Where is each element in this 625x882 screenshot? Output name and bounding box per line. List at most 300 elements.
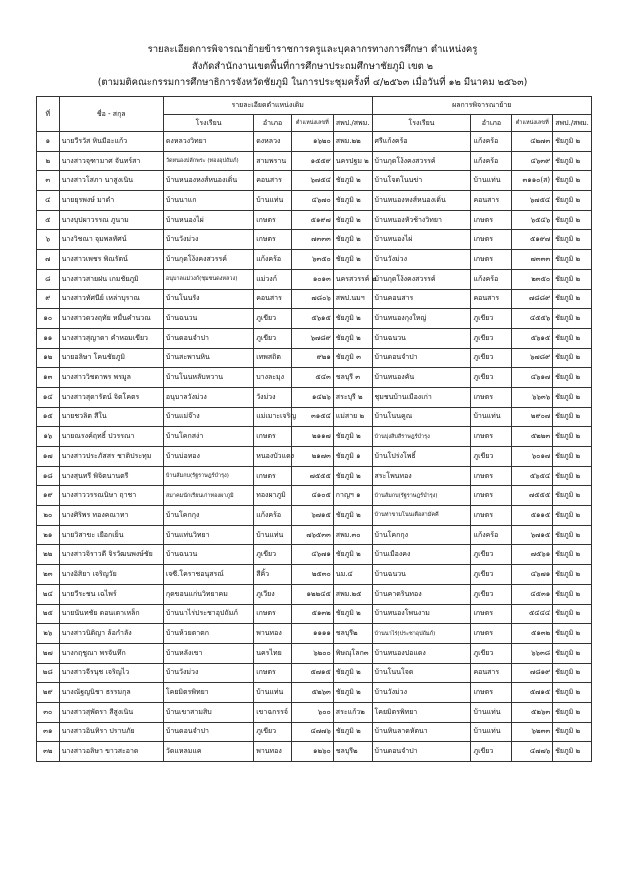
new-office: ชัยภูมิ ๒ [553,683,592,703]
new-district: บ้านแท่น [471,407,512,427]
row-number: ๓๑ [37,722,60,742]
teacher-name: นายวีรวัส หินมีอะแก้ว [59,132,163,152]
teacher-name: นางสาวอินทิรา ปราบภัย [59,722,163,742]
document-title: รายละเอียดการพิจารณาย้ายข้าราชการครูและบุคลากรทางการศึกษา ตำแหน่งครู [147,44,478,55]
table-row [37,328,592,348]
new-district: ภูเขียว [471,742,512,762]
original-office: ชัยภูมิ ๒ [333,663,372,683]
new-district: คอนสาร [471,289,512,309]
row-number: ๗ [37,250,60,270]
table-row [37,348,592,368]
new-district: เกษตร [471,427,512,447]
new-office: ชัยภูมิ ๒ [553,565,592,585]
original-school: วัดหนองปลักพระ (ทองอุปถัมภ์) [163,151,253,171]
new-office: ชัยภูมิ ๒ [553,722,592,742]
original-office: สระแก้ว๒ [333,702,372,722]
new-position-no: ๗๕๕๕ [512,486,553,506]
original-position-no: ๗๖๕๓๓ [291,525,333,545]
new-office: ชัยภูมิ ๒ [553,545,592,565]
original-school: บ้านส้มกบ(รัฐราษฎร์บำรุง) [163,466,253,486]
new-office: ชัยภูมิ ๒ [553,210,592,230]
new-office: ชัยภูมิ ๒ [553,584,592,604]
new-district: ภูเขียว [471,565,512,585]
new-school: โคยมิตรพิทยา [372,702,471,722]
teacher-name: นางสาวโสภา นาสูงเนิน [59,171,163,191]
original-district: สามพราน [254,151,292,171]
new-district: ภูเขียว [471,368,512,388]
row-number: ๒๑ [37,525,60,545]
new-office: ชัยภูมิ ๒ [553,427,592,447]
original-position-no: ๔๖๗๐ [291,191,333,211]
original-position-no: ๑๒๖๐ [291,742,333,762]
new-school: บ้านนาไร่(ประชาอุปถัมภ์) [372,624,471,644]
new-position-no: ๔๖๑๗ [512,368,553,388]
new-office: ชัยภูมิ ๒ [553,447,592,467]
original-school: บ้านดอนจำปา [163,328,253,348]
new-school: บ้านฉนวน [372,565,471,585]
new-office: ชัยภูมิ ๒ [553,269,592,289]
new-district: บ้านแท่น [471,702,512,722]
teacher-name: นายณรงค์ฤทธิ์ ปวรรณา [59,427,163,447]
row-number: ๒ [37,151,60,171]
original-school: บ้านห้วยตาตก [163,624,253,644]
table-row [37,191,592,211]
new-office: ชัยภูมิ ๒ [553,387,592,407]
new-district: ภูเขียว [471,348,512,368]
table-row [37,210,592,230]
original-district: เกษตร [254,427,292,447]
col-group-result: ผลการพิจารณาย้าย [372,97,591,115]
teacher-name: นายยุรพงษ์ มาดำ [59,191,163,211]
row-number: ๑ [37,132,60,152]
header-row-top [37,97,592,115]
original-office: สพป.นมฯ [333,289,372,309]
new-position-no: ๔๒๗๓ [512,132,553,152]
new-position-no: ๗๘๘๙ [512,289,553,309]
original-position-no: ๒๑๑๗ [291,427,333,447]
table-row [37,309,592,329]
teacher-name: นางวิชณา จุมพลทัศน์ [59,230,163,250]
row-number: ๑๐ [37,309,60,329]
new-district: เกษตร [471,486,512,506]
new-school: ชุมชนบ้านเมืองเก่า [372,387,471,407]
original-position-no: ๗๕๕๕ [291,466,333,486]
new-district: เกษตร [471,624,512,644]
new-position-no: ๕๒๖๓ [512,702,553,722]
new-district: ภูเขียว [471,545,512,565]
original-school: บ้านกุดโง้งคงสวรรค์ [163,250,253,270]
new-district: เกษตร [471,210,512,230]
original-office: ชัยภูมิ ๒ [333,309,372,329]
row-number: ๙ [37,289,60,309]
new-office: ชัยภูมิ ๒ [553,289,592,309]
original-district: บ้านแท่น [254,525,292,545]
new-district: บ้านแท่น [471,722,512,742]
original-school: บ้านดอนจำปา [163,722,253,742]
original-school: อนุบาลแม่วงก์(ชุมชนดงหลวง) [163,269,253,289]
new-office: ชัยภูมิ ๒ [553,525,592,545]
new-school: บ้านวังม่วง [372,250,471,270]
original-office: ชัยภูมิ ๒ [333,466,372,486]
transfer-table [36,96,592,762]
original-school: บ้านฉนวน [163,545,253,565]
original-office: นม.๔ [333,565,372,585]
new-office: ชัยภูมิ ๒ [553,328,592,348]
original-office: แม่สาย ๒ [333,407,372,427]
table-row [37,269,592,289]
table-row [37,545,592,565]
original-school: บ้านฉนวน [163,309,253,329]
new-office: ชัยภูมิ ๒ [553,742,592,762]
new-school: บ้านดอนจำปา [372,348,471,368]
original-office: กาญฯ ๑ [333,486,372,506]
original-district: แม่เมาะเจริญ [254,407,292,427]
new-school: สระโพนทอง [372,466,471,486]
original-office: ชัยภูมิ ๒ [333,210,372,230]
new-position-no: ๖๒๓๓ [512,722,553,742]
table-row [37,368,592,388]
teacher-name: นางณัฐญนิชา ธรรมกุล [59,683,163,703]
row-number: ๑๑ [37,328,60,348]
new-office: ชัยภูมิ ๒ [553,702,592,722]
original-school: เจซี.โคราชอนุสรณ์ [163,565,253,585]
new-office: ชัยภูมิ ๒ [553,643,592,663]
row-number: ๑๒ [37,348,60,368]
teacher-name: นางสาวจีรนุช เจริญไว [59,663,163,683]
original-school: บ้านวังม่วง [163,663,253,683]
original-school: บ้านหนองไผ่ [163,210,253,230]
new-office: ชัยภูมิ ๒ [553,171,592,191]
teacher-name: นายอลิษา โคนชัยภูมิ [59,348,163,368]
new-district: เกษตร [471,230,512,250]
original-position-no: ๕๑๓๒ [291,604,333,624]
original-position-no: ๕๗๑๕ [291,663,333,683]
new-office: ชัยภูมิ ๒ [553,506,592,526]
row-number: ๒๓ [37,565,60,585]
new-school: ศรีแก้งคร้อ [372,132,471,152]
teacher-name: นางสาวจุฑามาศ จันทร์สา [59,151,163,171]
new-district: แก้งคร้อ [471,132,512,152]
teacher-name: นายชวลิต สีใน [59,407,163,427]
new-position-no: ๔๕๓๑ [512,584,553,604]
new-position-no: ๖๖๓๖ [512,387,553,407]
original-district: คอนสาร [254,171,292,191]
new-district: เกษตร [471,387,512,407]
new-school: บ้านโนนโจด [372,663,471,683]
new-office: ชัยภูมิ ๒ [553,132,592,152]
teacher-name: นางสาวสายฝน เกมชัยภูมิ [59,269,163,289]
col-orig-district: อำเภอ [254,115,292,132]
teacher-name: นางกฤชูณา พรจันทึก [59,643,163,663]
original-position-no: ๑๐๑๓ [291,269,333,289]
original-position-no: ๖๓๕๐ [291,250,333,270]
original-district: หนองบัวแดง [254,447,292,467]
new-office: ชัยภูมิ ๒ [553,151,592,171]
new-position-no: ๕๑๑๕ [512,506,553,526]
original-office: ชัยภูมิ ๒ [333,545,372,565]
original-position-no: ๖๗๘๙ [291,328,333,348]
new-position-no: ๖๐๑๗ [512,447,553,467]
original-district: แก้งคร้อ [254,250,292,270]
new-position-no: ๓๑๑๐(ส) [512,171,553,191]
new-district: ภูเขียว [471,643,512,663]
original-district: เกษตร [254,466,292,486]
original-school: บ้านบ่อทอง [163,447,253,467]
new-office: ชัยภูมิ ๒ [553,309,592,329]
original-district: แก้งคร้อ [254,506,292,526]
original-position-no: ๑๖๒๐ [291,132,333,152]
teacher-name: นางสาววรรณนิษา ฤาชา [59,486,163,506]
original-district: ภูเขียว [254,328,292,348]
document-meeting-note: (ตามมติคณะกรรมการศึกษาธิการจังหวัดชัยภูมิ ในการประชุมครั้งที่ ๔/๒๕๖๓ เมื่อวันที่ ๑๒ มีนาคม ๒๕๖๓) [97,77,528,88]
new-position-no: ๔๗๗๖ [512,742,553,762]
new-school: บ้านหนองปอแดง [372,643,471,663]
original-office: ชลบุรี๒ [333,742,372,762]
table-row [37,742,592,762]
new-school: บ้านโนนคูณ [372,407,471,427]
original-office: สพม.๓๐ [333,525,372,545]
row-number: ๑๘ [37,466,60,486]
original-office: ชัยภูมิ ๒ [333,230,372,250]
new-position-no: ๔๖๗๑ [512,565,553,585]
row-number: ๓ [37,171,60,191]
new-district: ภูเขียว [471,309,512,329]
new-position-no: ๕๑๙๗ [512,230,553,250]
original-office: นครปฐม ๒ [333,151,372,171]
col-group-original: รายละเอียดตำแหน่งเดิม [163,97,372,115]
table-row [37,407,592,427]
original-position-no: ๒๑๗๓ [291,447,333,467]
original-district: ภูเขียว [254,309,292,329]
row-number: ๑๔ [37,387,60,407]
original-position-no: ๕๑๙๗ [291,210,333,230]
new-position-no: ๔๖๓๙ [512,151,553,171]
new-district: เกษตร [471,250,512,270]
original-school: ดงหลวงวิทยา [163,132,253,152]
table-row [37,683,592,703]
new-position-no: ๖๖๓๘ [512,643,553,663]
original-district: ดงหลวง [254,132,292,152]
original-school: บ้านแท่นวิทยา [163,525,253,545]
original-school: บ้านนาไร่ประชาอุปถัมภ์ [163,604,253,624]
row-number: ๘ [37,269,60,289]
col-new-district: อำเภอ [471,115,512,132]
original-position-no: ๕๖๑๕ [291,309,333,329]
original-position-no: ๖๗๑๕ [291,506,333,526]
row-number: ๔ [37,191,60,211]
row-number: ๑๗ [37,447,60,467]
new-school: บ้านโคกกุง [372,525,471,545]
original-position-no: ๔๖๗๑ [291,545,333,565]
teacher-name: นายนันทชัย ดอนเตาเหล็ก [59,604,163,624]
original-school: บ้านวังม่วง [163,230,253,250]
original-school: บ้านเขาสามสิบ [163,702,253,722]
row-number: ๒๐ [37,506,60,526]
row-number: ๓๒ [37,742,60,762]
original-position-no: ๕๔๓ [291,368,333,388]
original-district: เกษตร [254,663,292,683]
table-row [37,387,592,407]
original-office: ชลบุรี ๓ [333,368,372,388]
table-row [37,624,592,644]
table-row [37,466,592,486]
original-office: ชัยภูมิ ๒ [333,250,372,270]
original-office: ชัยภูมิ ๒ [333,506,372,526]
original-school: กุดขอนแก่นวิทยาคม [163,584,253,604]
new-school: บ้านกุดโง้งคงสวรรค์ [372,151,471,171]
original-office: ชัยภูมิ ๒ [333,191,372,211]
table-row [37,132,592,152]
original-district: เทพสถิต [254,348,292,368]
table-row [37,643,592,663]
row-number: ๑๖ [37,427,60,447]
original-position-no: ๓๑๕๔ [291,407,333,427]
original-office: ชัยภูมิ ๓ [333,348,372,368]
new-office: ชัยภูมิ ๒ [553,604,592,624]
original-district: พานทอง [254,742,292,762]
original-district: สีคิ้ว [254,565,292,585]
new-district: ภูเขียว [471,584,512,604]
original-position-no: ๖๒๐๐ [291,643,333,663]
new-office: ชัยภูมิ ๒ [553,663,592,683]
new-school: บ้านหนองหัวช้างวิทยา [372,210,471,230]
teacher-name: นายวีระชน เฉไพร์ [59,584,163,604]
original-school: บ้านโคกสง่า [163,427,253,447]
original-district: พานทอง [254,624,292,644]
new-school: บ้านคาดรินทอง [372,584,471,604]
new-school: บ้านหนองคัน [372,368,471,388]
teacher-name: นางสาวสุพัตรา สีสูงเนิน [59,702,163,722]
original-school: บ้านแม่จ๊าง [163,407,253,427]
new-district: แก้งคร้อ [471,269,512,289]
row-number: ๕ [37,210,60,230]
col-orig-office: สพป./สพม. [333,115,372,132]
new-office: ชัยภูมิ ๒ [553,230,592,250]
original-district: เกษตร [254,604,292,624]
new-school: บ้านหนองกุงใหญ่ [372,309,471,329]
original-position-no: ๒๕๓๐ [291,565,333,585]
row-number: ๒๔ [37,584,60,604]
original-district: แม่วงก์ [254,269,292,289]
original-district: ภูเขียว [254,722,292,742]
table-row [37,151,592,171]
teacher-name: นายวิสาขะ เยือกเย็น [59,525,163,545]
row-number: ๒๖ [37,624,60,644]
original-position-no: ๙๒๑ [291,348,333,368]
row-number: ๑๓ [37,368,60,388]
original-district: ภูเวียง [254,584,292,604]
new-district: ภูเขียว [471,447,512,467]
teacher-name: นางสาวอลิษา ขาวสะอาด [59,742,163,762]
original-school: บ้านโคกกุง [163,506,253,526]
original-school: โคยมิตรพิทยา [163,683,253,703]
table-row [37,604,592,624]
new-school: บ้านวังม่วง [372,683,471,703]
new-school: บ้านหินลาดหัตนา [372,722,471,742]
table-row [37,506,592,526]
original-school: บ้านหลังเขา [163,643,253,663]
row-number: ๒๕ [37,604,60,624]
new-position-no: ๗๕๖๑ [512,545,553,565]
table-row [37,289,592,309]
original-office: สพม.๒๕ [333,584,372,604]
new-school: บ้านฉนวน [372,328,471,348]
original-district: คอนสาร [254,289,292,309]
original-school: บ้านสะพานหิน [163,348,253,368]
new-position-no: ๕๔๔๔ [512,604,553,624]
original-position-no: ๖๗๕๔ [291,171,333,191]
teacher-name: นางสาวสุญาดา คำหอมเขียว [59,328,163,348]
table-row [37,525,592,545]
original-school: บ้านนาแก [163,191,253,211]
row-number: ๑๙ [37,486,60,506]
new-school: บ้านหนองโพนงาม [372,604,471,624]
new-office: ชัยภูมิ ๒ [553,191,592,211]
original-office: สระบุรี ๒ [333,387,372,407]
table-body [37,132,592,762]
new-position-no: ๕๒๒๓ [512,427,553,447]
new-district: เกษตร [471,506,512,526]
teacher-name: นางอิสิยา เจริญวัย [59,565,163,585]
original-district: เกษตร [254,210,292,230]
teacher-name: นางสาวเพชร พิณรัตน์ [59,250,163,270]
table-row [37,250,592,270]
teacher-name: นางสาวจิราวดี จิรวัฒนพงษ์ชัย [59,545,163,565]
new-district: คอนสาร [471,663,512,683]
new-position-no: ๖๗๕๔ [512,191,553,211]
new-district: เกษตร [471,466,512,486]
original-district: บ้านแท่น [254,191,292,211]
original-position-no: ๑๔๒๖ [291,387,333,407]
new-position-no: ๒๓๕๐ [512,269,553,289]
original-school: วัดแหลมแค [163,742,253,762]
new-district: แก้งคร้อ [471,525,512,545]
new-office: ชัยภูมิ ๒ [553,368,592,388]
new-position-no: ๗๘๑๙ [512,663,553,683]
new-district: เกษตร [471,683,512,703]
col-new-office: สพป./สพม. [553,115,592,132]
original-school: บ้านโนนรัง [163,289,253,309]
original-office: ชัยภูมิ ๒ [333,683,372,703]
new-office: ชัยภูมิ ๒ [553,348,592,368]
row-number: ๓๐ [37,702,60,722]
original-office: ชัยภูมิ ๒ [333,427,372,447]
new-office: ชัยภูมิ ๒ [553,624,592,644]
new-district: บ้านแท่น [471,171,512,191]
new-district: เกษตร [471,604,512,624]
new-school: บ้านดอนจำปา [372,742,471,762]
col-orig-position: ตำแหน่งเลขที่ [291,115,333,132]
table-row [37,565,592,585]
teacher-name: นางสาววิชดาพร พรมูล [59,368,163,388]
original-position-no: ๑๑๑๑ [291,624,333,644]
new-school: บ้านบุ่งสิบสีราษฎร์บำรุง [372,427,471,447]
teacher-name: นางสาวดวงฤทัย หมื่นคำนวณ [59,309,163,329]
new-school: บ้านส้มกบ(รัฐราษฎร์บำรุง) [372,486,471,506]
original-district: บ้านแท่น [254,683,292,703]
col-name: ชื่อ - สกุล [59,97,163,132]
original-office: ชัยภูมิ ๒ [333,328,372,348]
new-position-no: ๕๑๓๒ [512,624,553,644]
table-row [37,584,592,604]
teacher-name: นางศิริพร ทองคณาทา [59,506,163,526]
new-position-no: ๖๗๑๕ [512,525,553,545]
new-school: บ้านคอนสาร [372,289,471,309]
new-office: ชัยภูมิ ๒ [553,250,592,270]
new-office: ชัยภูมิ ๒ [553,466,592,486]
new-position-no: ๖๕๔๖ [512,210,553,230]
new-position-no: ๕๗๑๕ [512,683,553,703]
